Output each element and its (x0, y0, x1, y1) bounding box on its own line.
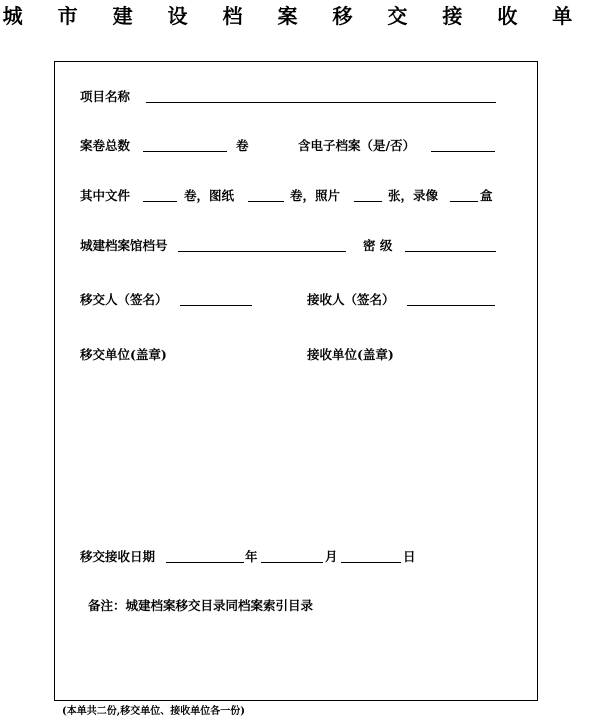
receiver-signature-label: 接收人（签名） (307, 292, 395, 307)
photos-count-field[interactable] (354, 201, 382, 202)
electronic-archive-field[interactable] (431, 151, 495, 152)
footer-note: (本单共二份,移交单位、接收单位各一份) (62, 706, 245, 717)
archive-number-field[interactable] (178, 251, 346, 252)
volumes-total-field[interactable] (143, 151, 227, 152)
drawings-unit: 卷，照片 (290, 188, 341, 203)
date-day-field[interactable] (341, 562, 401, 563)
date-day-label: 日 (403, 549, 416, 564)
drawings-count-field[interactable] (248, 201, 284, 202)
video-unit: 盒 (480, 188, 493, 203)
volumes-total-label: 案卷总数 (80, 138, 131, 153)
remark-text: 备注：城建档案移交目录同档案索引目录 (88, 598, 314, 613)
date-year-field[interactable] (166, 562, 244, 563)
transferor-signature-field[interactable] (180, 305, 252, 306)
project-name-label: 项目名称 (80, 89, 131, 104)
secret-level-label: 密 级 (363, 238, 393, 253)
among-label: 其中文件 (80, 188, 131, 203)
receive-unit-seal-label: 接收单位(盖章) (307, 347, 394, 362)
electronic-archive-label: 含电子档案（是/否） (298, 138, 416, 153)
video-count-field[interactable] (450, 201, 478, 202)
receiver-signature-field[interactable] (407, 305, 495, 306)
archive-number-label: 城建档案馆档号 (80, 238, 168, 253)
date-month-field[interactable] (261, 562, 323, 563)
photos-unit: 张，录像 (388, 188, 439, 203)
transfer-unit-seal-label: 移交单位(盖章) (80, 347, 167, 362)
date-month-label: 月 (325, 549, 338, 564)
date-year-label: 年 (245, 549, 258, 564)
docs-unit: 卷，图纸 (184, 188, 235, 203)
docs-count-field[interactable] (143, 201, 177, 202)
project-name-field[interactable] (146, 102, 496, 103)
form-title: 城 市 建 设 档 案 移 交 接 收 单 (2, 4, 587, 28)
transfer-date-label: 移交接收日期 (80, 549, 156, 564)
volumes-unit: 卷 (236, 138, 249, 153)
transferor-signature-label: 移交人（签名） (80, 292, 168, 307)
secret-level-field[interactable] (405, 251, 496, 252)
